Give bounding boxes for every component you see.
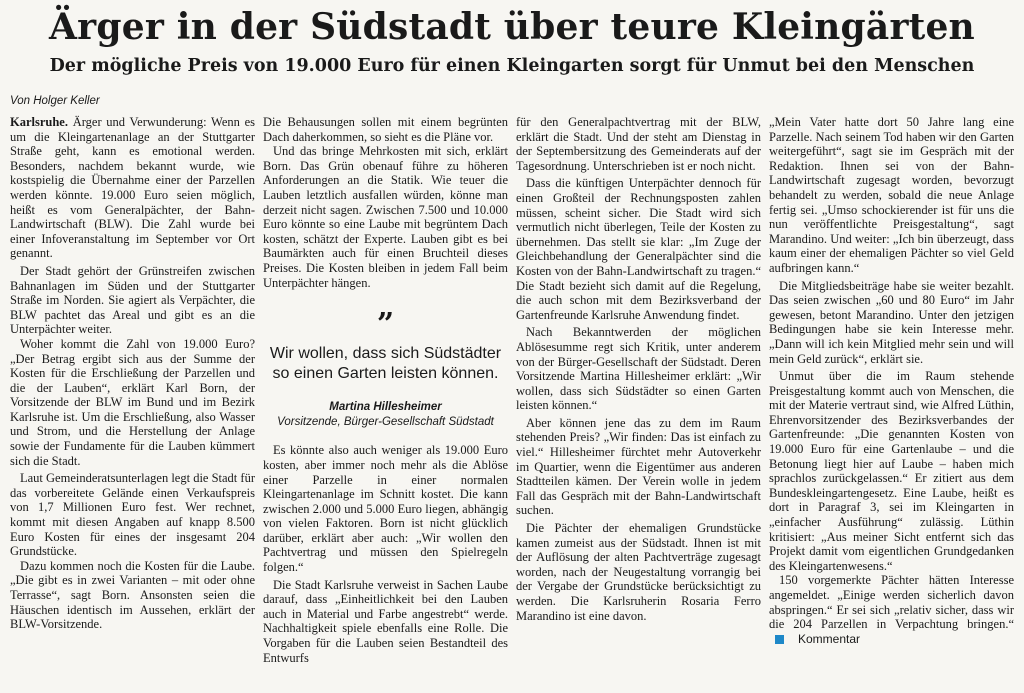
paragraph: 150 vorgemerkte Pächter hätten Interesse angemeldet. „Einige werden sicherlich davon abspringen.“ Er sei sich „relativ sicher, dass wir die 204 Parzellen in Verpachtung bringen.“ Kommentar [769, 573, 1014, 646]
paragraph: für den Generalpachtvertrag mit der BLW, erklärt die Stadt. Und der steht am Dienstag in der Septembersitzung des Gemeinderats auf der Tagesordnung. Unterschrieben ist er noch nicht. [516, 115, 761, 173]
pull-quote [263, 307, 508, 429]
headline: Ärger in der Südstadt über teure Kleingärten [49, 6, 975, 48]
paragraph: Aber können jene das zu dem im Raum stehenden Preis? „Wir finden: Das ist einfach zu viel.“ Hillesheimer fürchtet mehr Autoverkehr im Quartier, wenn die Eigentümer aus anderen Stadtteilen kämen. Der Verein wolle in jedem Fall das Gespräch mit der Bahn-Landwirtschaft suchen. [516, 415, 761, 518]
dateline: Karlsruhe. [10, 115, 68, 129]
paragraph: Der Stadt gehört der Grünstreifen zwischen Bahnanlagen im Süden und der Stuttgarter Straße im Norden. Sie agiert als Verpächter, die BLW pachtet das Areal und gibt es an die Unterpächter weiter. [10, 263, 255, 337]
paragraph: Es könnte also auch weniger als 19.000 Euro kosten, aber immer noch mehr als die Ablöse einer Parzelle in einer normalen Kleingartenanlage im Schnitt kostet. Die kann zwischen 2.000 und 5.000 Euro liegen, abhängig von vielen Faktoren. Born ist nicht glücklich darüber, erklärt aber auch: „Wir wollen den Pachtvertrag und müssen den Spielregeln folgen.“ [263, 443, 508, 575]
quote-author-role: Vorsitzende, Bürger-Gesellschaft Südstadt [277, 415, 494, 428]
paragraph: Dazu kommen noch die Kosten für die Laube. „Die gibt es in zwei Varianten – mit oder ohne Terrasse“, sagt Born. Ansonsten seien die Häuschen identisch im Aussehen, erklärt der BLW-Vorsitzende. [10, 558, 255, 632]
subheadline: Der mögliche Preis von 19.000 Euro für einen Kleingarten sorgt für Unmut bei den Menschen [49, 56, 975, 76]
paragraph: Die Behausungen sollen mit einem begrünten Dach daherkommen, so sieht es die Pläne vor. [263, 115, 508, 144]
paragraph: Die Mitgliedsbeiträge habe sie weiter bezahlt. Das seien zwischen „60 und 80 Euro“ im Jahr gewesen, betont Marandino. Unter den jetzigen Bedingungen habe sie kein Interesse mehr. „Dann will ich kein Mitglied mehr sein und will mein Geld zurück“, erklärt sie. [769, 278, 1014, 366]
paragraph: Die Pächter der ehemaligen Grundstücke kamen zumeist aus der Südstadt. Ihnen ist mit der Auflösung der alten Pachtverträge zugesagt worden, nach der Neugestaltung vorrangig bei der Vergabe der Grundstücke berücksichtigt zu werden. Die Karlsruherin Rosaria Ferro Marandino ist eine davon. [516, 521, 761, 623]
quote-author: Martina Hillesheimer [329, 401, 442, 414]
paragraph: „Mein Vater hatte dort 50 Jahre lang eine Parzelle. Nach seinem Tod haben wir den Garten weitergeführt“, sagt sie im Gespräch mit der Redaktion. Ihnen sei von der Bahn-Landwirtschaft zugesagt worden, bevorzugt behandelt zu werden, sobald die neue Anlage fertig sei. „Umso schockierender ist für uns die nun veröffentlichte Preisgestaltung“, sagt Marandino. Und weiter: „Ich bin überzeugt, dass kaum einer der ehemaligen Pächter so viel Geld aufbringen kann.“ [769, 115, 1014, 275]
column-3 [516, 115, 761, 687]
kommentar-label: Kommentar [798, 631, 861, 646]
paragraph: Und das bringe Mehrkosten mit sich, erklärt Born. Das Grün obenauf führe zu höheren Anforderungen an die Statik. Wie teuer die Lauben letztlich ausfallen würden, könne man derzeit nicht sagen. Zwischen 7.500 und 10.000 Euro könnte so eine Laube mit begrüntem Dach kosten, schätzt der Experte. Lauben gibt es bei Baumärkten auch für einen Bruchteil dieses Preises. Die Kosten bleiben in jedem Fall beim Unterpächter hängen. [263, 144, 508, 290]
paragraph: Dass die künftigen Unterpächter dennoch für einen Großteil der Rechnungsposten zahlen müssen, scheint sicher. Die Stadt wird sich vermutlich nicht überlegen, Teile der Kosten zu übernehmen. Das stellt sie klar: „Im Zuge der Gleichbehandlung der Generalpächter sind die Kosten von der Bahn-Landwirtschaft zu tragen.“ Die Stadt bezieht sich damit auf die Regelung, die auch schon mit dem Bezirksverband der Gartenfreunde Karlsruhe Anwendung findet. [516, 176, 761, 322]
paragraph: Nach Bekanntwerden der möglichen Ablösesumme regt sich Kritik, unter anderem von der Bürger-Gesellschaft der Südstadt. Deren Vorsitzende Martina Hillesheimer erklärt: „Wir wollen, dass sich Südstädter so einen Garten leisten können.“ [516, 325, 761, 413]
paragraph: Die Stadt Karlsruhe verweist in Sachen Laube darauf, dass „Einheitlichkeit bei den Lauben auch in Material und Farbe angestrebt“ werde. Nachhaltigkeit spiele ebenfalls eine Rolle. Die Vorgaben für die Lauben seien Bestandteil des Entwurfs [263, 577, 508, 665]
column-2 [263, 115, 508, 687]
paragraph: Woher kommt die Zahl von 19.000 Euro? „Der Betrag ergibt sich aus der Summe der Kosten für die Erschließung der Parzellen und die der Lauben“, erklärt Karl Born, der Vorsitzende der BLW im Bund und im Bezirk Karlsruhe ist. Um die Erschließung, also Wasser und Strom, und die Herstellung der Anlage sowie der Fundamente für die Lauben kümmert sich die Stadt. [10, 336, 255, 468]
square-icon [775, 635, 784, 644]
column-1 [10, 115, 255, 687]
paragraph: Unmut über die im Raum stehende Preisgestaltung kommt auch von Menschen, die mit der Materie vertraut sind, wie Alfred Lüthin, Ehrenvorsitzender des Bezirksverbandes der Gartenfreunde: „Die genannten Kosten von 19.000 Euro für eine Gartenlaube – und die Betonung liegt hier auf Laube – haben mich sprachlos zurückgelassen.“ Er zitiert aus dem Bundeskleingartengesetz. Eine Laube, heißt es dort in Paragraf 3, sei im Kleingarten in „einfacher Ausführung“ zulässig. Lüthin kritisiert: „Aus meiner Sicht entfernt sich das Projekt damit vom eigentlichen Grundgedanken des Kleingartenwesens.“ [769, 369, 1014, 573]
paragraph: Laut Gemeinderatsunterlagen legt die Stadt für das vorbereitete Gelände einen Verkaufspreis von 1,7 Millionen Euro fest. Wer rechnet, kommt mit diesen Angaben auf knapp 8.500 Euro Kosten für eines der insgesamt 204 Grundstücke. [10, 471, 255, 559]
paragraph: Karlsruhe. Ärger und Verwunderung: Wenn es um die Kleingartenanlage an der Stuttgarter Straße geht, kann es emotional werden. Besonders, nachdem bekannt wurde, wie kostspielig die Übernahme einer der Parzellen werden könnte. 19.000 Euro seien möglich, heißt es vom Generalpächter, der Bahn-Landwirtschaft (BLW). Die Zahl wurde bei einer Infoveranstaltung im September vor Ort genannt. [10, 115, 255, 261]
byline: Von Holger Keller [10, 95, 100, 107]
kommentar-link[interactable] [775, 632, 860, 647]
quote-text: Wir wollen, dass sich Südstädter so einen Garten leisten können. [269, 345, 502, 383]
article-columns [10, 115, 1014, 687]
column-4 [769, 115, 1014, 687]
quote-mark-icon: ” [376, 307, 395, 343]
